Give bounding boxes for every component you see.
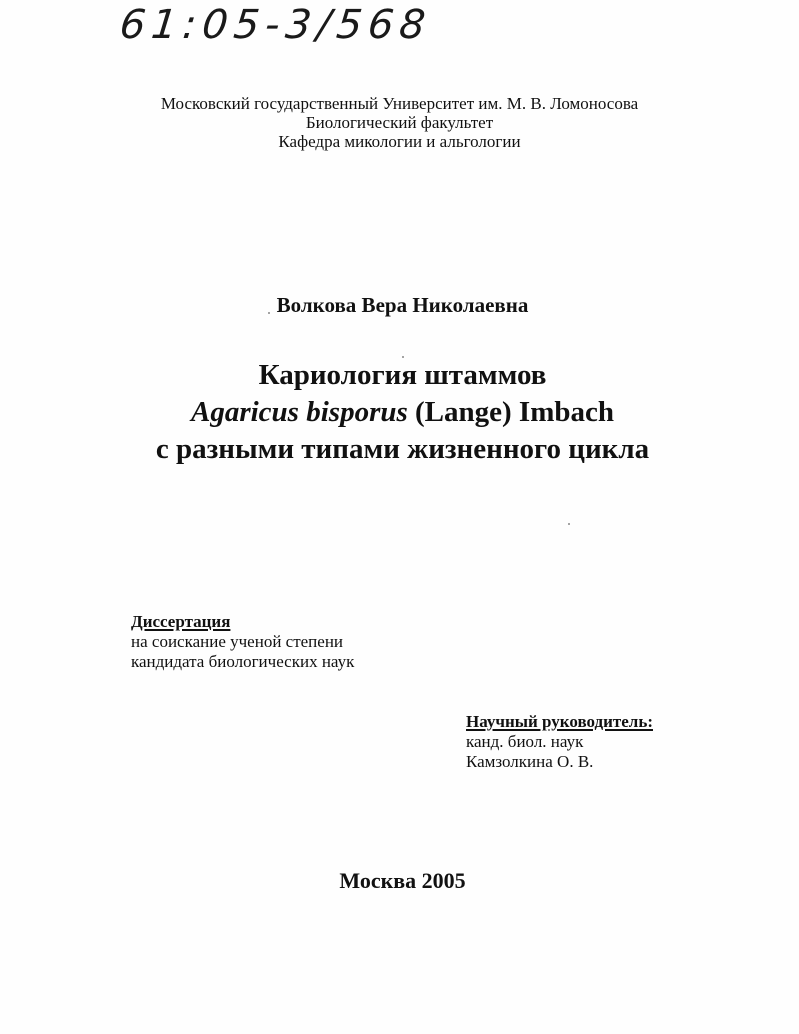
author-name: Волкова Вера Николаевна — [276, 293, 529, 317]
institution-header — [0, 94, 799, 151]
archive-number-handwritten: 61:05-3/568 — [117, 2, 434, 48]
faculty-name: Биологический факультет — [305, 113, 494, 132]
title-line-2 — [0, 394, 799, 431]
dissertation-heading: Диссертация — [131, 612, 231, 631]
dissertation-title — [0, 357, 799, 468]
supervisor-block — [466, 712, 653, 772]
university-name: Московский государственный Университет им. М. В. Ломоносова — [160, 94, 639, 113]
scan-speck — [268, 312, 270, 314]
supervisor-name: Камзолкина О. В. — [466, 752, 594, 771]
department-name: Кафедра микологии и альгологии — [278, 132, 521, 151]
dissertation-type-block — [131, 612, 354, 672]
supervisor-heading: Научный руководитель: — [466, 712, 653, 731]
place-and-year: Москва 2005 — [339, 868, 466, 893]
supervisor-degree: канд. биол. наук — [466, 732, 584, 751]
dissertation-line-1: на соискание ученой степени — [131, 632, 344, 651]
species-name: Agaricus bisporus — [191, 396, 408, 428]
scan-speck — [568, 523, 570, 525]
title-line-3: с разными типами жизненного цикла — [155, 433, 650, 465]
scan-speck — [402, 356, 404, 358]
species-authority: (Lange) Imbach — [415, 396, 614, 428]
title-line-1: Кариология штаммов — [258, 359, 547, 391]
dissertation-line-2: кандидата биологических наук — [131, 652, 355, 671]
